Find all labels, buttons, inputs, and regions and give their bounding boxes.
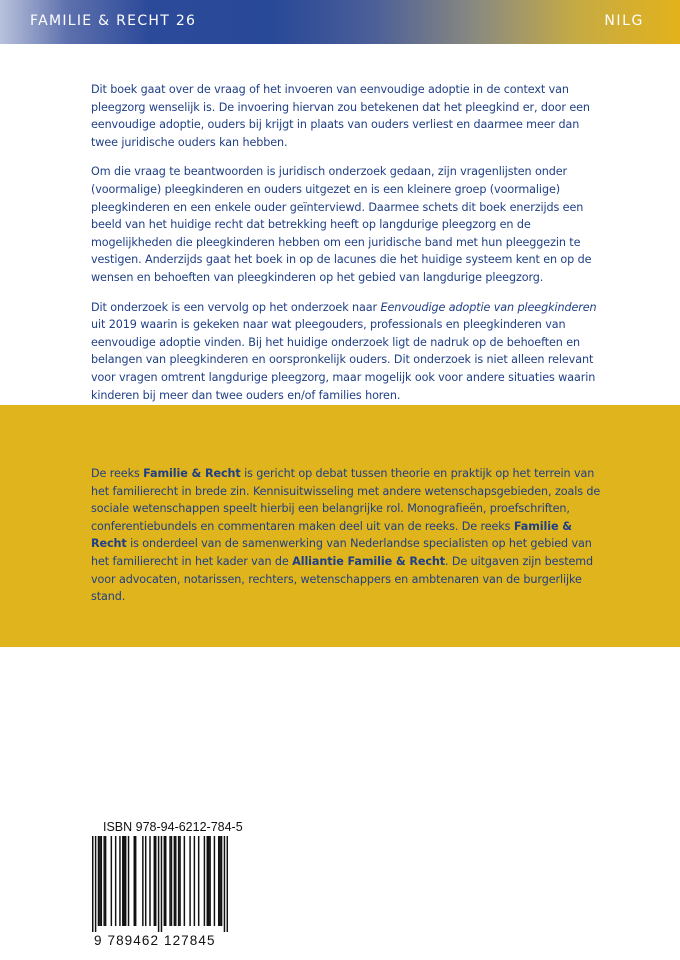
barcode-digits: 9 789462 127845	[94, 933, 216, 948]
barcode-bar	[207, 836, 208, 926]
barcode-bar	[221, 836, 222, 926]
barcode-bar	[194, 836, 195, 926]
barcode-bar	[101, 836, 102, 926]
barcode-bar	[204, 836, 205, 926]
barcode-bar	[219, 836, 220, 926]
header-bar	[0, 0, 680, 44]
barcode-bar	[135, 836, 136, 926]
barcode-bar	[95, 836, 96, 932]
barcode-bar	[179, 836, 180, 926]
barcode-bar	[149, 836, 150, 926]
alliance-name: Alliantie Familie & Recht	[292, 554, 445, 568]
series-text-4: . De uitgaven zijn bestemd voor advocaten, notarissen, rechters, wetenschappers en ambtenaren van de burgerlijke stand.	[91, 554, 594, 604]
summary-paragraph-3-rest: uit 2019 waarin is gekeken naar wat pleegouders, professionals en pleegkinderen van eenvoudige adoptie vinden. Bij het huidige onderzoek ligt de nadruk op de behoeften en belangen van pleegkinderen en oorspronkelijk ouders. Dit onderzoek is niet alleen relevant voor vragen omtrent langdurige pleegzorg, maar mogelijk ook voor andere situaties waarin kinderen bij meer dan twee ouders en/of families horen.	[91, 318, 596, 402]
barcode-bar	[128, 836, 129, 926]
publisher-name: NILG	[604, 13, 644, 29]
barcode-bar	[175, 836, 176, 926]
barcode-bar	[92, 836, 93, 932]
prior-study-title: Eenvoudige adoptie van pleegkinderen	[380, 300, 597, 314]
barcode-bar	[125, 836, 126, 926]
barcode-bar	[158, 836, 159, 932]
barcode-bar	[142, 836, 143, 926]
barcode-bar	[189, 836, 190, 926]
isbn-barcode	[92, 836, 228, 932]
barcode-bar	[123, 836, 124, 926]
barcode-bar	[155, 836, 156, 926]
series-text-3: is onderdeel van de samenwerking van Nederlandse specialisten op het gebied van het familierecht in het kader van de	[91, 537, 592, 568]
series-text-2: is gericht op debat tussen theorie en praktijk op het terrein van het familierecht in brede zin. Kennisuitwisseling met andere wetenschapsgebieden, zoals de sociale wetenschappen speelt hierbij een belangrijke rol. Monografieën, proefschriften, conferentiebundels en commentaren maken deel uit van de reeks. De reeks	[91, 467, 601, 533]
barcode-bar	[111, 836, 112, 926]
barcode-bar	[115, 836, 116, 926]
barcode-bar	[171, 836, 172, 926]
barcode-bar	[218, 836, 219, 926]
barcode-bar	[154, 836, 155, 926]
barcode-bar	[209, 836, 210, 926]
book-summary	[91, 81, 601, 416]
barcode-bar	[119, 836, 120, 926]
barcode-bar	[227, 836, 228, 932]
summary-paragraph-2: Om die vraag te beantwoorden is juridisch onderzoek gedaan, zijn vragenlijsten onder (voormalige) pleegkinderen en ouders uitgezet en is een kleinere groep (voormalige) pleegkinderen en een enkele ouder geïnterviewd. Daarmee schets dit boek enerzijds een beeld van het huidige recht dat betrekking heeft op langdurige pleegzorg en de mogelijkheden die pleegkinderen hebben om een juridische band met hun pleeggezin te vestigen. Anderzijds gaat het boek in op de lacunes die het huidige systeem kent en op de wensen en behoeften van pleegkinderen op het gebied van langdurige pleegzorg.	[91, 165, 592, 284]
barcode-bar	[122, 836, 123, 926]
barcode-bar	[178, 836, 179, 926]
barcode-bar	[161, 836, 162, 932]
barcode-bar	[174, 836, 175, 926]
barcode-bar	[164, 836, 165, 926]
summary-paragraph-1: Dit boek gaat over de vraag of het invoeren van eenvoudige adoptie in de context van pleegzorg wenselijk is. De invoering hiervan zou betekenen dat het pleegkind er, door een eenvoudige adoptie, ouders bij krijgt in plaats van ouders verliest en daarmee meer dan twee juridische ouders kan hebben.	[91, 83, 590, 149]
barcode-bar	[214, 836, 215, 926]
series-title: FAMILIE & RECHT 26	[30, 13, 197, 29]
barcode-bar	[184, 836, 185, 926]
series-name-2: Familie & Recht	[91, 519, 572, 551]
barcode-bar	[134, 836, 135, 926]
isbn-label: ISBN 978-94-6212-784-5	[103, 820, 243, 834]
barcode-bar	[103, 836, 104, 926]
summary-paragraph-3-intro: Dit onderzoek is een vervolg op het onderzoek naar	[91, 300, 381, 314]
barcode-bar	[198, 836, 199, 926]
barcode-bar	[224, 836, 225, 932]
series-name-1: Familie & Recht	[143, 467, 241, 480]
barcode-bar	[105, 836, 106, 926]
barcode-bar	[169, 836, 170, 926]
barcode-bar	[98, 836, 99, 926]
barcode-bar	[99, 836, 100, 926]
series-text-1: De reeks	[91, 467, 144, 480]
summary-paragraph-3	[91, 299, 601, 405]
barcode-bar	[165, 836, 166, 926]
series-description	[91, 465, 601, 606]
barcode-bar	[145, 836, 146, 926]
barcode-bar	[208, 836, 209, 926]
